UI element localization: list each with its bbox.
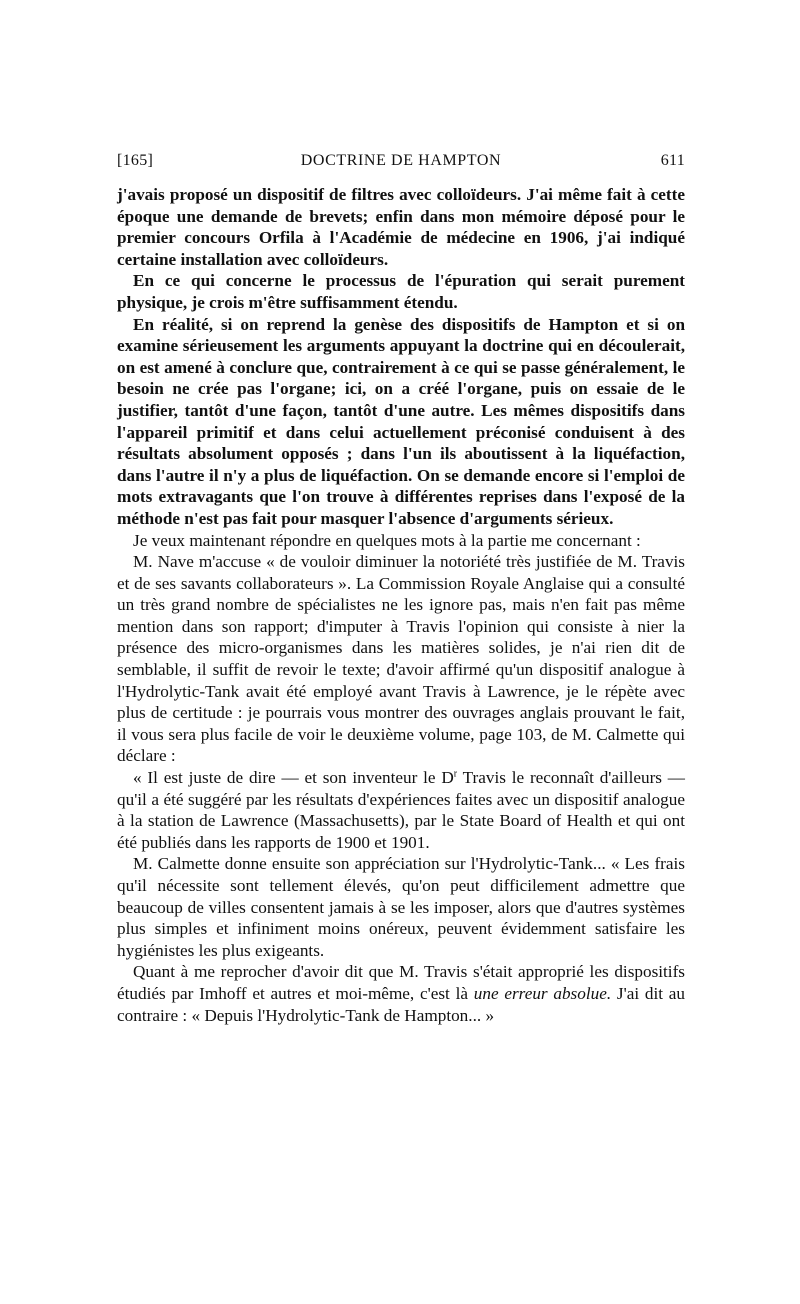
doctor-abbrev-superscript: r [453, 768, 458, 780]
paragraph-6-quote [117, 767, 685, 853]
paragraph-7: M. Calmette donne ensuite son appréciation sur l'Hydrolytic-Tank... « Les frais qu'il nécessite sont tellement élevés, qu'on peut difficilement admettre que beaucoup de villes consentent jamais à se les imposer, alors que d'autres systèmes plus simples et infiniment moins onéreux, peuvent évidemment satisfaire les hygiénistes les plus exigeants. [117, 854, 685, 960]
quote-text-start: « Il est juste de dire — et son inventeur le D [133, 768, 454, 788]
paragraph-8-start: Quant à me reprocher d'avoir dit que M. Travis s'était approprié les dispositifs étudiés par Imhoff et autres et moi-même, c'est là [117, 962, 685, 1003]
paragraph-2: En ce qui concerne le processus de l'épuration qui serait purement physique, je crois m'être suffisamment étendu. [117, 271, 685, 312]
quote-text-end: Travis le reconnaît d'ailleurs — qu'il a été suggéré par les résultats d'expériences faites avec un dispositif analogue à la station de Lawrence (Massachusetts), par le State Board of Health et qui ont été publiés dans les rapports de 1900 et 1901. [117, 768, 685, 852]
running-header [117, 152, 685, 176]
paragraph-8-end: J'ai dit au contraire : « Depuis l'Hydrolytic-Tank de Hampton... » [117, 983, 685, 1025]
chapter-title: DOCTRINE DE HAMPTON [300, 152, 502, 169]
section-number: [165] [117, 152, 154, 169]
paragraph-3: En réalité, si on reprend la genèse des dispositifs de Hampton et si on examine sérieusement les arguments appuyant la doctrine qui en découlerait, on est amené à conclure que, contrairement à ce qui se passe généralement, le besoin ne crée pas l'organe; ici, on a créé l'organe, puis on essaie de le justifier, tantôt d'une façon, tantôt d'une autre. Les mêmes dispositifs dans l'appareil primitif et dans celui actuellement préconisé conduisent à des résultats absolument opposés ; dans l'un ils aboutissent à la liquéfaction, dans l'autre il n'y a plus de liquéfaction. On se demande encore si l'emploi de mots extravagants que l'on trouve à différentes reprises dans l'exposé de la méthode n'est pas fait pour masquer l'absence d'arguments sérieux. [117, 314, 685, 528]
paragraph-5: M. Nave m'accuse « de vouloir diminuer la notoriété très justifiée de M. Travis et de ses savants collaborateurs ». La Commission Royale Anglaise qui a consulté un très grand nombre de spécialistes ne les ignore pas, mais n'en fait pas même mention dans son rapport; d'imputer à Travis l'opinion qui consiste à nier la présence des micro-organismes dans les matières solides, je n'ai rien dit de semblable, il suffit de revoir le texte; d'avoir affirmé qu'un dispositif analogue à l'Hydrolytic-Tank avait été employé avant Travis à Lawrence, je le répète avec plus de certitude : je pourrais vous montrer des ouvrages anglais prouvant le fait, il vous sera plus facile de voir le deuxième volume, page 103, de M. Calmette qui déclare : [117, 552, 685, 766]
book-page [117, 152, 685, 1026]
paragraph-1: j'avais proposé un dispositif de filtres avec colloïdeurs. J'ai même fait à cette époque une demande de brevets; enfin dans mon mémoire déposé pour le premier concours Orfila à l'Académie de médecine en 1906, j'ai indiqué certaine installation avec colloïdeurs. [117, 185, 685, 269]
body-text [117, 184, 685, 1026]
italic-phrase: une erreur absolue. [473, 983, 612, 1003]
page-number: 611 [660, 152, 685, 169]
paragraph-4: Je veux maintenant répondre en quelques mots à la partie me concernant : [133, 530, 641, 550]
paragraph-8 [117, 961, 685, 1026]
